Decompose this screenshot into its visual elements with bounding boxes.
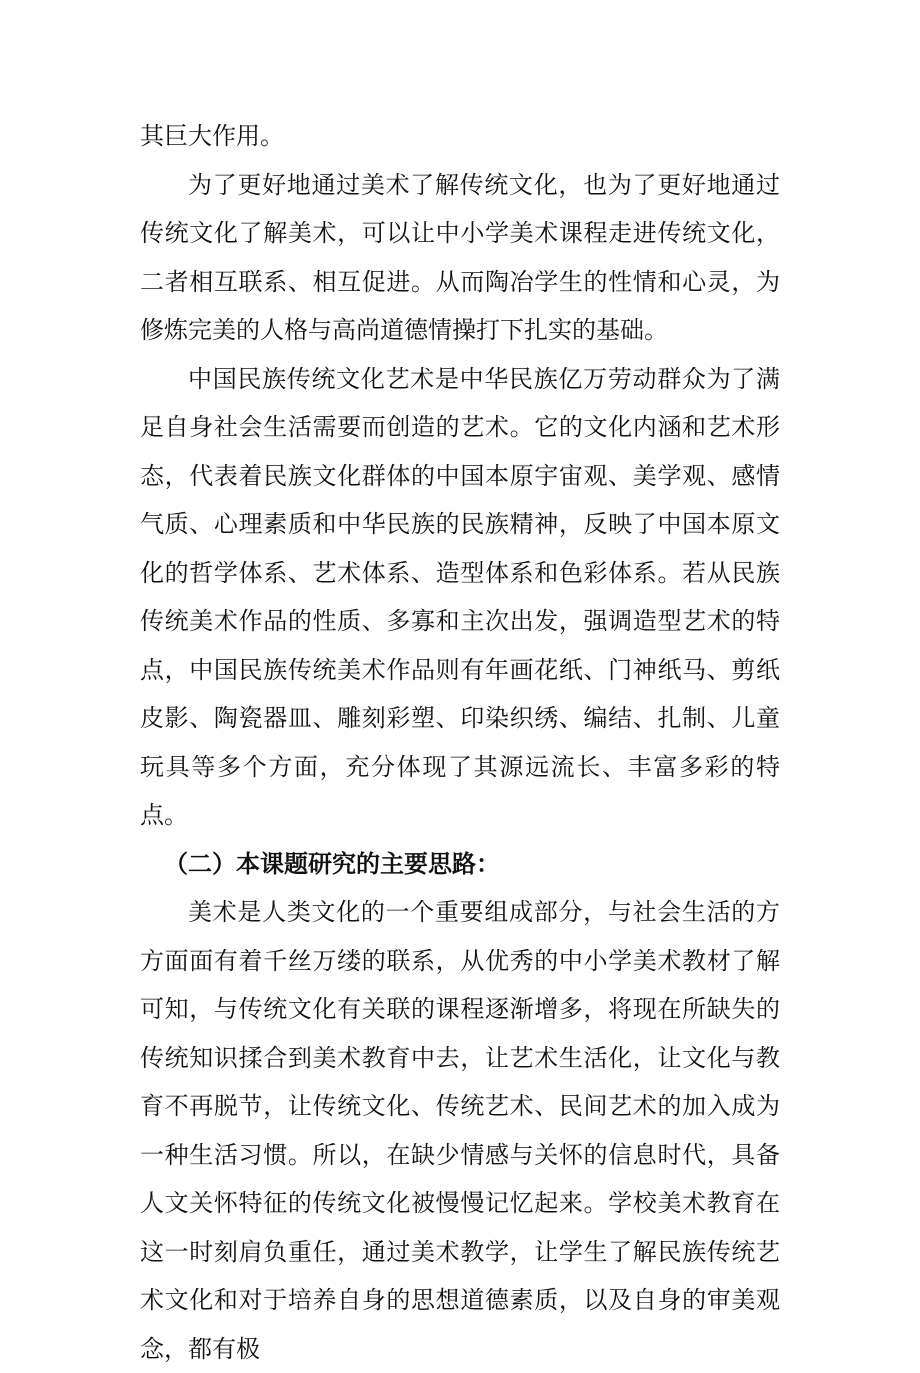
document-body [140,112,780,1373]
paragraph-folk-art: 中国民族传统文化艺术是中华民族亿万劳动群众为了满足自身社会生活需要而创造的艺术。它的文化内涵和艺术形态，代表着民族文化群体的中国本原宇宙观、美学观、感情气质、心理素质和中华民族的民族精神，反映了中国本原文化的哲学体系、艺术体系、造型体系和色彩体系。若从民族传统美术作品的性质、多寡和主次出发，强调造型艺术的特点，中国民族传统美术作品则有年画花纸、门神纸马、剪纸皮影、陶瓷器皿、雕刻彩塑、印染织绣、编结、扎制、儿童玩具等多个方面，充分体现了其源远流长、丰富多彩的特点。 [140,364,780,829]
section-heading: （二）本课题研究的主要思路： [164,848,500,878]
paragraph-continuation: 其巨大作用。 [140,122,284,150]
paragraph-research-approach: 美术是人类文化的一个重要组成部分，与社会生活的方方面面有着千丝万缕的联系，从优秀的中小学美术教材了解可知，与传统文化有关联的课程逐渐增多，将现在所缺失的传统知识揉合到美术教育中去，让艺术生活化，让文化与教育不再脱节，让传统文化、传统艺术、民间艺术的加入成为一种生活习惯。所以，在缺少情感与关怀的信息时代，具备人文关怀特征的传统文化被慢慢记忆起来。学校美术教育在这一时刻肩负重任，通过美术教学，让学生了解民族传统艺术文化和对于培养自身的思想道德素质，以及自身的审美观念，都有极 [140,898,780,1363]
paragraph-art-and-culture: 为了更好地通过美术了解传统文化，也为了更好地通过传统文化了解美术，可以让中小学美术课程走进传统文化，二者相互联系、相互促进。从而陶冶学生的性情和心灵，为修炼完美的人格与高尚道德情操打下扎实的基础。 [140,170,780,344]
